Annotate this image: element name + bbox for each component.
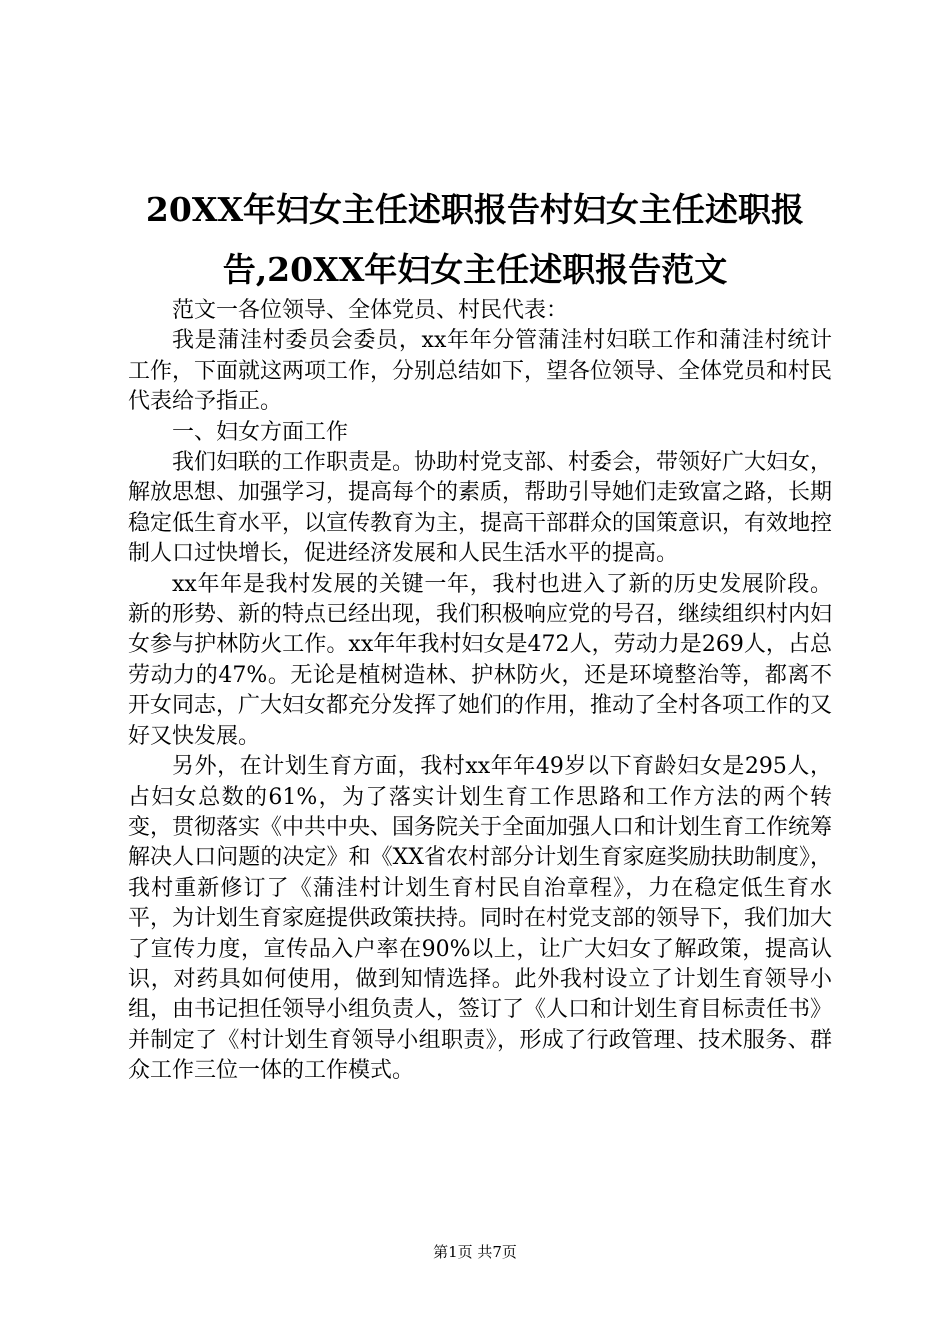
paragraph-introduction: 我是蒲洼村委员会委员，xx年年分管蒲洼村妇联工作和蒲洼村统计工作，下面就这两项工作，分别总结如下，望各位领导、全体党员和村民代表给予指正。 bbox=[128, 328, 833, 415]
paragraph-village-development: xx年年是我村发展的关键一年，我村也进入了新的历史发展阶段。新的形势、新的特点已经出现，我们积极响应党的号召，继续组织村内妇女参与护林防火工作。xx年年我村妇女是472人，劳动力是269人，占总劳动力的47%。无论是植树造林、护林防火，还是环境整治等，都离不开女同志，广大妇女都充分发挥了她们的作用，推动了全村各项工作的又好又快发展。 bbox=[128, 571, 833, 749]
page-footer: 第1页 共7页 bbox=[433, 1243, 517, 1261]
paragraph-duties: 我们妇联的工作职责是。协助村党支部、村委会，带领好广大妇女，解放思想、加强学习，提高每个的素质，帮助引导她们走致富之路，长期稳定低生育水平，以宣传教育为主，提高干部群众的国策意识，有效地控制人口过快增长，促进经济发展和人民生活水平的提高。 bbox=[128, 450, 833, 567]
document-title: 20XX年妇女主任述职报告村妇女主任述职报告,20XX年妇女主任述职报告范文 bbox=[145, 190, 805, 289]
paragraph-family-planning: 另外，在计划生育方面，我村xx年年49岁以下育龄妇女是295人，占妇女总数的61%，为了落实计划生育工作思路和工作方法的两个转变，贯彻落实《中共中央、国务院关于全面加强人口和计划生育工作统筹解决人口问题的决定》和《XX省农村部分计划生育家庭奖励扶助制度》，我村重新修订了《蒲洼村计划生育村民自治章程》，力在稳定低生育水平，为计划生育家庭提供政策扶持。同时在村党支部的领导下，我们加大了宣传力度，宣传品入户率在90%以上，让广大妇女了解政策，提高认识，对药具如何使用，做到知情选择。此外我村设立了计划生育领导小组，由书记担任领导小组负责人，签订了《人口和计划生育目标责任书》并制定了《村计划生育领导小组职责》，形成了行政管理、技术服务、群众工作三位一体的工作模式。 bbox=[128, 754, 833, 1084]
paragraph-salutation: 范文一各位领导、全体党员、村民代表： bbox=[172, 298, 569, 323]
section-heading-womens-work: 一、妇女方面工作 bbox=[172, 419, 349, 445]
document-body bbox=[128, 296, 832, 1087]
